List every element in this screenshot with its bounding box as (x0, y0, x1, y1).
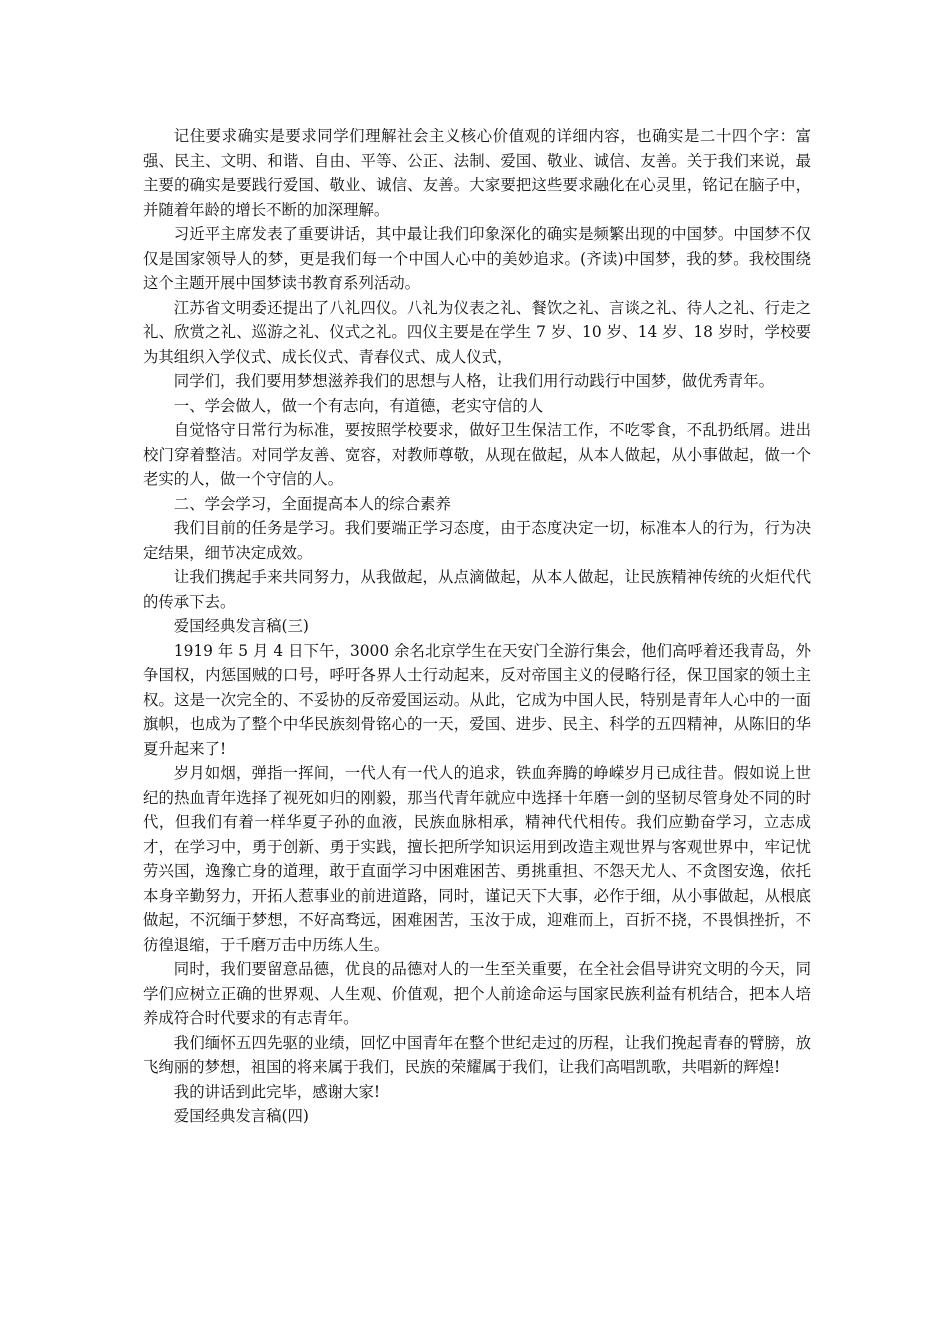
paragraph-youth-pursuit: 岁月如烟，弹指一挥间，一代人有一代人的追求，铁血奔腾的峥嵘岁月已成往昔。假如说上世纪的热血青年选择了视死如归的刚毅，那当代青年就应中选择十年磨一剑的坚韧尽管身处不同的时代，但我们有着一样华夏子孙的血液，民族血脉相承，精神代代相传。我们应勤奋学习，立志成才，在学习中，勇于创新、勇于实践，擅长把所学知识运用到改造主观世界与客观世界中，牢记忧劳兴国，逸豫亡身的道理，敢于直面学习中困难困苦、勇挑重担、不怨天尤人、不贪图安逸，依托本身辛勤努力，开拓人惹事业的前进道路，同时，谨记天下大事，必作于细，从小事做起，从根底做起，不沉缅于梦想，不好高骛远，困难困苦，玉汝于成，迎难而上，百折不挠，不畏惧挫折，不彷徨退缩，于千磨万击中历练人生。 (143, 764, 811, 954)
speech-title-three: 爱国经典发言稿(三) (173, 617, 309, 635)
paragraph-work-together: 让我们携起手来共同努力，从我做起，从点滴做起，从本人做起，让民族精神传统的火炬代代的传承下去。 (143, 568, 811, 611)
section-heading-learn-to-study: 二、学会学习，全面提高本人的综合素养 (173, 494, 451, 513)
paragraph-may-fourth: 1919 年 5 月 4 日下午，3000 余名北京学生在天安门全游行集会，他们高呼着还我青岛，外争国权，内惩国贼的口号，呼吁各界人士行动起来，反对帝国主义的侵略行径，保卫国家的领土主权。这是一次完全的、不妥协的反帝爱国运动。从此，它成为中国人民，特别是青年人心中的一面旗帜，也成为了整个中华民族刻骨铭心的一天，爱国、进步、民主、科学的五四精神，从陈旧的华夏升起来了! (143, 641, 811, 758)
speech-title-four: 爱国经典发言稿(四) (173, 1107, 309, 1125)
paragraph-daily-conduct: 自觉恪守日常行为标准，要按照学校要求，做好卫生保洁工作，不吃零食，不乱扔纸屑。进出校门穿着整洁。对同学友善、宽容，对教师尊敬，从现在做起，从本人做起，从小事做起，做一个老实的人，做一个守信的人。 (143, 421, 811, 488)
paragraph-chinese-dream: 习近平主席发表了重要讲话，其中最让我们印象深化的确实是频繁出现的中国梦。中国梦不仅仅是国家领导人的梦，更是我们每一个中国人心中的美妙追求。(齐读)中国梦，我的梦。我校围绕这个主题开展中国梦读书教育系列活动。 (143, 225, 811, 292)
paragraph-study-attitude: 我们目前的任务是学习。我们要端正学习态度，由于态度决定一切，标准本人的行为，行为决定结果，细节决定成效。 (143, 519, 811, 562)
paragraph-moral-character: 同时，我们要留意品德，优良的品德对人的一生至关重要，在全社会倡导讲究文明的今天，同学们应树立正确的世界观、人生观、价值观，把个人前途命运与国家民族利益有机结合，把本人培养成符合时代要求的有志青年。 (143, 960, 811, 1027)
paragraph-core-values: 记住要求确实是要求同学们理解社会主义核心价值观的详细内容，也确实是二十四个字：富强、民主、文明、和谐、自由、平等、公正、法制、爱国、敬业、诚信、友善。关于我们来说，最主要的确实是要践行爱国、敬业、诚信、友善。大家要把这些要求融化在心灵里，铭记在脑子中，并随着年龄的增长不断的加深理解。 (143, 127, 811, 219)
section-heading-learn-to-be-person: 一、学会做人，做一个有志向，有道德，老实守信的人 (173, 396, 544, 415)
paragraph-eight-rites: 江苏省文明委还提出了八礼四仪。八礼为仪表之礼、餐饮之礼、言谈之礼、待人之礼、行走之礼、欣赏之礼、巡游之礼、仪式之礼。四仪主要是在学生 7 岁、10 岁、14 岁、18 岁时，学校要为其组织入学仪式、成长仪式、青春仪式、成人仪式， (143, 298, 811, 366)
document-body (143, 124, 811, 1129)
paragraph-closing-thanks: 我的讲话到此完毕，感谢大家! (173, 1082, 381, 1101)
paragraph-remember-pioneers: 我们缅怀五四先驱的业绩，回忆中国青年在整个世纪走过的历程，让我们挽起青春的臂膀，放飞绚丽的梦想，祖国的将来属于我们，民族的荣耀属于我们，让我们高唱凯歌，共唱新的辉煌! (143, 1033, 811, 1076)
paragraph-call-to-action: 同学们，我们要用梦想滋养我们的思想与人格，让我们用行动践行中国梦，做优秀青年。 (173, 372, 775, 390)
